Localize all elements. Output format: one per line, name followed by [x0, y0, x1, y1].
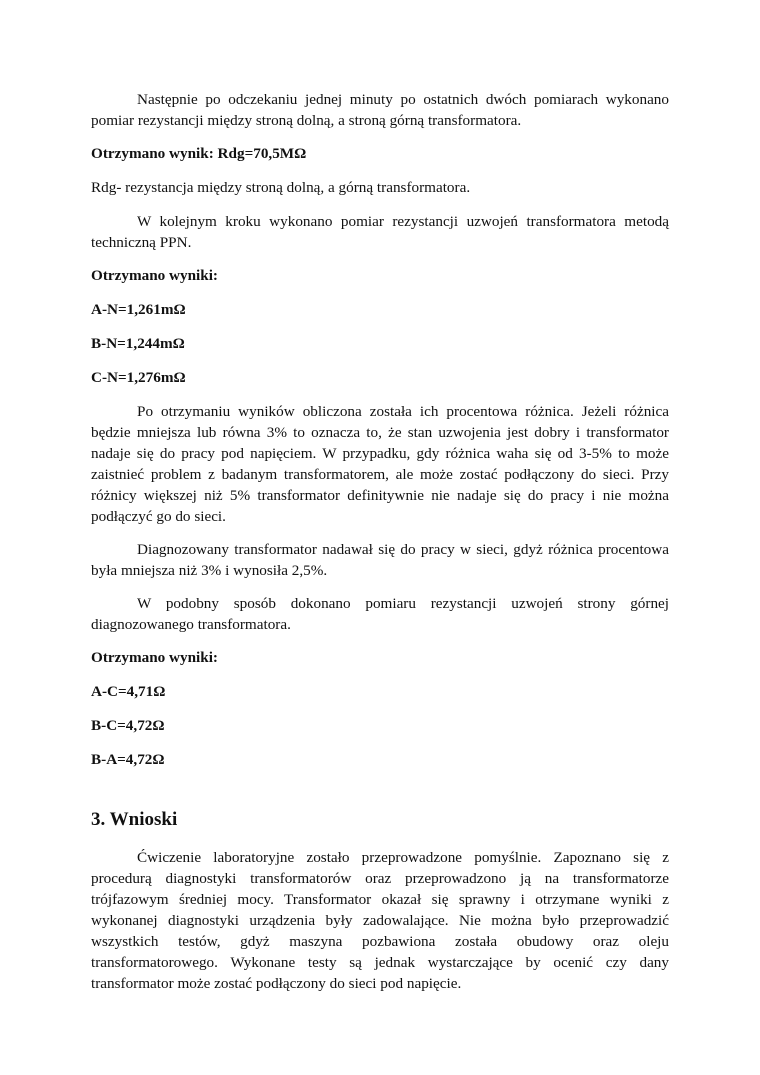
paragraph-diagnosis-result: Diagnozowany transformator nadawał się do pracy w sieci, gdyż różnica procentowa była mniejsza niż 3% i wynosiła 2,5%. [91, 541, 669, 579]
result-rdg: Otrzymano wynik: Rdg=70,5MΩ [91, 145, 307, 162]
rdg-definition: Rdg- rezystancja między stroną dolną, a górną transformatora. [91, 179, 471, 196]
result-c-n: C-N=1,276mΩ [91, 369, 186, 386]
paragraph-high-side-measurement: W podobny sposób dokonano pomiaru rezystancji uzwojeń strony górnej diagnozowanego transformatora. [91, 595, 669, 633]
result-b-n: B-N=1,244mΩ [91, 335, 185, 352]
document-page [91, 89, 669, 1006]
result-b-c: B-C=4,72Ω [91, 717, 165, 734]
results-high-label: Otrzymano wyniki: [91, 649, 218, 666]
paragraph-percent-difference: Po otrzymaniu wyników obliczona została ich procentowa różnica. Jeżeli różnica będzie mniejsza lub równa 3% to oznacza to, że stan uzwojenia jest dobry i transformator nadaje się do pracy pod napięciem. W przypadku, gdy różnica waha się od 3-5% to może zaistnieć problem z badanym transformatorem, ale może zostać podłączony do sieci. Przy różnicy większej niż 5% transformator definitywnie nie nadaje się do pracy i nie można podłączyć go do sieci. [91, 403, 669, 525]
results-ppn-label: Otrzymano wyniki: [91, 267, 218, 284]
result-a-c: A-C=4,71Ω [91, 683, 166, 700]
paragraph-ppn-method: W kolejnym kroku wykonano pomiar rezystancji uzwojeń transformatora metodą techniczną PPN. [91, 213, 669, 251]
section-heading-conclusions: 3. Wnioski [91, 809, 178, 830]
paragraph-wait-measurement: Następnie po odczekaniu jednej minuty po ostatnich dwóch pomiarach wykonano pomiar rezystancji między stroną dolną, a stroną górną transformatora. [91, 91, 669, 129]
result-a-n: A-N=1,261mΩ [91, 301, 186, 318]
result-b-a: B-A=4,72Ω [91, 751, 165, 768]
paragraph-conclusions: Ćwiczenie laboratoryjne zostało przeprowadzone pomyślnie. Zapoznano się z procedurą diagnostyki transformatorów oraz przeprowadzono ją na transformatorze trójfazowym średniej mocy. Transformator okazał się sprawny i otrzymane wyniki z wykonanej diagnostyki urządzenia były zadowalające. Nie można było przeprowadzić wszystkich testów, gdyż maszyna pozbawiona została obudowy oraz oleju transformatorowego. Wykonane testy są jednak wystarczające by ocenić czy dany transformator może zostać podłączony do sieci pod napięcie. [91, 849, 669, 992]
